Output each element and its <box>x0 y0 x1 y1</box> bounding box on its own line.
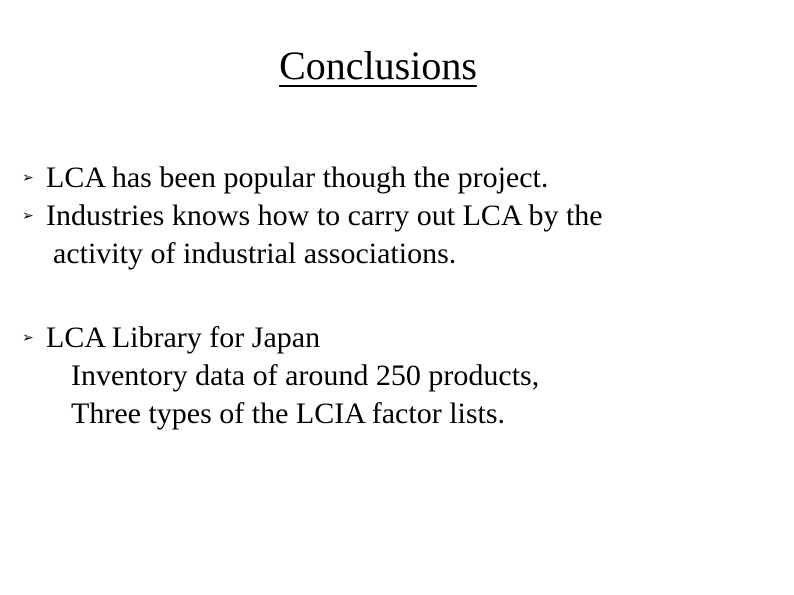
arrow-bullet-icon: ➢ <box>22 170 34 186</box>
sub-item-text: Inventory data of around 250 products, <box>71 359 540 392</box>
arrow-bullet-icon: ➢ <box>22 330 34 346</box>
bullet-text: Industries knows how to carry out LCA by the <box>46 199 603 232</box>
slide-title-text: Conclusions <box>279 43 477 88</box>
bullet-group-1 <box>22 159 782 273</box>
bullet-continuation <box>22 235 782 273</box>
sub-item-text: Three types of the LCIA factor lists. <box>71 397 506 430</box>
sub-item <box>22 395 782 433</box>
bullet-text: LCA has been popular though the project. <box>46 161 549 194</box>
arrow-bullet-icon: ➢ <box>22 208 34 224</box>
sub-item <box>22 357 782 395</box>
bullet-text: LCA Library for Japan <box>46 321 321 354</box>
bullet-item <box>22 159 782 197</box>
bullet-continuation-text: activity of industrial associations. <box>53 237 457 270</box>
bullet-item <box>22 319 782 357</box>
bullet-group-2 <box>22 319 782 433</box>
slide-title <box>0 40 756 92</box>
bullet-item <box>22 197 782 235</box>
